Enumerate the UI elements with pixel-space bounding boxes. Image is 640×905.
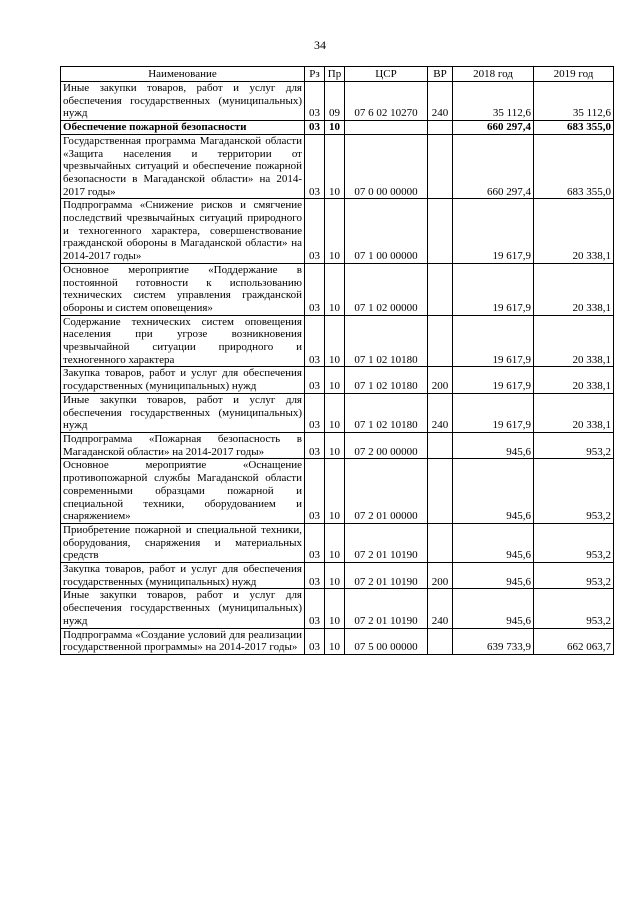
- cell-pr: 10: [325, 367, 345, 393]
- table-header: [61, 67, 614, 82]
- cell-name: Подпрограмма «Пожарная безопасность в Магаданской области» на 2014-2017 годы»: [61, 432, 305, 458]
- cell-csr: 07 1 02 00000: [345, 263, 428, 315]
- cell-vr: [428, 628, 453, 654]
- cell-vr: [428, 134, 453, 199]
- cell-2019: 953,2: [534, 563, 614, 589]
- cell-2018: 19 617,9: [453, 393, 534, 432]
- table-row: [61, 121, 614, 135]
- cell-pr: 10: [325, 315, 345, 367]
- cell-2018: 639 733,9: [453, 628, 534, 654]
- cell-rz: 03: [305, 432, 325, 458]
- cell-2018: 19 617,9: [453, 199, 534, 264]
- cell-pr: 10: [325, 393, 345, 432]
- cell-2019: 953,2: [534, 432, 614, 458]
- table-row: [61, 315, 614, 367]
- cell-name: Основное мероприятие «Оснащение противопожарной службы Магаданской области современными образцами пожарной и специальной техники, оборудованием и снаряжением»: [61, 459, 305, 524]
- cell-vr: [428, 523, 453, 562]
- header-row: [61, 67, 614, 82]
- cell-name: Подпрограмма «Создание условий для реализации государственной программы» на 2014-2017 годы»: [61, 628, 305, 654]
- table-row: [61, 432, 614, 458]
- cell-csr: 07 1 02 10180: [345, 367, 428, 393]
- cell-2019: 683 355,0: [534, 134, 614, 199]
- table-row: [61, 563, 614, 589]
- cell-2018: 945,6: [453, 589, 534, 628]
- cell-name: Закупка товаров, работ и услуг для обеспечения государственных (муниципальных) нужд: [61, 367, 305, 393]
- table-row: [61, 523, 614, 562]
- cell-csr: 07 6 02 10270: [345, 82, 428, 121]
- cell-csr: 07 1 02 10180: [345, 315, 428, 367]
- cell-vr: 200: [428, 563, 453, 589]
- table-row: [61, 82, 614, 121]
- cell-csr: 07 2 01 10190: [345, 589, 428, 628]
- cell-2019: 662 063,7: [534, 628, 614, 654]
- cell-2019: 20 338,1: [534, 393, 614, 432]
- cell-rz: 03: [305, 263, 325, 315]
- cell-rz: 03: [305, 199, 325, 264]
- cell-vr: [428, 432, 453, 458]
- cell-name: Подпрограмма «Снижение рисков и смягчение последствий чрезвычайных ситуаций природного и техногенного характера, совершенствование гражданской обороны в Магаданской области» на 2014-2017 годы»: [61, 199, 305, 264]
- header-2019: 2019 год: [534, 67, 614, 82]
- cell-2019: 20 338,1: [534, 367, 614, 393]
- cell-name: Иные закупки товаров, работ и услуг для обеспечения государственных (муниципальных) нужд: [61, 589, 305, 628]
- table-row: [61, 459, 614, 524]
- cell-2019: 35 112,6: [534, 82, 614, 121]
- cell-vr: [428, 121, 453, 135]
- cell-rz: 03: [305, 589, 325, 628]
- cell-vr: 240: [428, 589, 453, 628]
- table-row: [61, 628, 614, 654]
- cell-vr: [428, 199, 453, 264]
- page-number: 34: [314, 38, 326, 52]
- cell-pr: 10: [325, 121, 345, 135]
- header-pr: Пр: [325, 67, 345, 82]
- cell-name: Приобретение пожарной и специальной техники, оборудования, снаряжения и материальных средств: [61, 523, 305, 562]
- cell-2019: 20 338,1: [534, 263, 614, 315]
- cell-2019: 953,2: [534, 589, 614, 628]
- cell-pr: 10: [325, 523, 345, 562]
- cell-2018: 945,6: [453, 563, 534, 589]
- cell-rz: 03: [305, 121, 325, 135]
- cell-pr: 10: [325, 589, 345, 628]
- cell-rz: 03: [305, 367, 325, 393]
- table-row: [61, 367, 614, 393]
- cell-pr: 10: [325, 263, 345, 315]
- cell-2019: 20 338,1: [534, 315, 614, 367]
- cell-2018: 945,6: [453, 459, 534, 524]
- cell-pr: 09: [325, 82, 345, 121]
- cell-2018: 35 112,6: [453, 82, 534, 121]
- cell-csr: 07 0 00 00000: [345, 134, 428, 199]
- cell-rz: 03: [305, 563, 325, 589]
- cell-vr: 200: [428, 367, 453, 393]
- header-csr: ЦСР: [345, 67, 428, 82]
- cell-vr: [428, 263, 453, 315]
- header-vr: ВР: [428, 67, 453, 82]
- cell-rz: 03: [305, 523, 325, 562]
- cell-csr: 07 2 01 10190: [345, 563, 428, 589]
- cell-name: Закупка товаров, работ и услуг для обеспечения государственных (муниципальных) нужд: [61, 563, 305, 589]
- cell-pr: 10: [325, 459, 345, 524]
- cell-pr: 10: [325, 628, 345, 654]
- cell-pr: 10: [325, 432, 345, 458]
- table-row: [61, 589, 614, 628]
- cell-csr: 07 5 00 00000: [345, 628, 428, 654]
- cell-2018: 945,6: [453, 432, 534, 458]
- cell-vr: [428, 315, 453, 367]
- cell-pr: 10: [325, 134, 345, 199]
- cell-2019: 953,2: [534, 523, 614, 562]
- cell-rz: 03: [305, 82, 325, 121]
- cell-2018: 19 617,9: [453, 263, 534, 315]
- cell-vr: 240: [428, 393, 453, 432]
- cell-csr: 07 2 01 10190: [345, 523, 428, 562]
- cell-2018: 660 297,4: [453, 121, 534, 135]
- cell-2018: 19 617,9: [453, 367, 534, 393]
- cell-csr: [345, 121, 428, 135]
- budget-table: [60, 66, 614, 655]
- cell-rz: 03: [305, 628, 325, 654]
- cell-2019: 953,2: [534, 459, 614, 524]
- cell-2019: 20 338,1: [534, 199, 614, 264]
- cell-2018: 660 297,4: [453, 134, 534, 199]
- table-body: [61, 82, 614, 655]
- cell-rz: 03: [305, 315, 325, 367]
- cell-2019: 683 355,0: [534, 121, 614, 135]
- cell-name: Иные закупки товаров, работ и услуг для обеспечения государственных (муниципальных) нужд: [61, 393, 305, 432]
- header-2018: 2018 год: [453, 67, 534, 82]
- cell-pr: 10: [325, 199, 345, 264]
- cell-name: Обеспечение пожарной безопасности: [61, 121, 305, 135]
- cell-name: Основное мероприятие «Поддержание в постоянной готовности к использованию технических систем управления гражданской обороны и систем оповещения»: [61, 263, 305, 315]
- table-row: [61, 263, 614, 315]
- cell-name: Иные закупки товаров, работ и услуг для обеспечения государственных (муниципальных) нужд: [61, 82, 305, 121]
- cell-2018: 19 617,9: [453, 315, 534, 367]
- cell-2018: 945,6: [453, 523, 534, 562]
- header-rz: Рз: [305, 67, 325, 82]
- cell-rz: 03: [305, 393, 325, 432]
- table-row: [61, 199, 614, 264]
- header-name: Наименование: [61, 67, 305, 82]
- table-row: [61, 134, 614, 199]
- cell-name: Содержание технических систем оповещения населения при угрозе возникновения чрезвычайной ситуации природного и техногенного характера: [61, 315, 305, 367]
- cell-rz: 03: [305, 459, 325, 524]
- cell-vr: 240: [428, 82, 453, 121]
- table-row: [61, 393, 614, 432]
- cell-pr: 10: [325, 563, 345, 589]
- cell-csr: 07 2 00 00000: [345, 432, 428, 458]
- cell-csr: 07 2 01 00000: [345, 459, 428, 524]
- cell-rz: 03: [305, 134, 325, 199]
- cell-vr: [428, 459, 453, 524]
- cell-csr: 07 1 00 00000: [345, 199, 428, 264]
- cell-name: Государственная программа Магаданской области «Защита населения и территории от чрезвычайных ситуаций и обеспечение пожарной безопасности в Магаданской области» на 2014-2017 годы»: [61, 134, 305, 199]
- cell-csr: 07 1 02 10180: [345, 393, 428, 432]
